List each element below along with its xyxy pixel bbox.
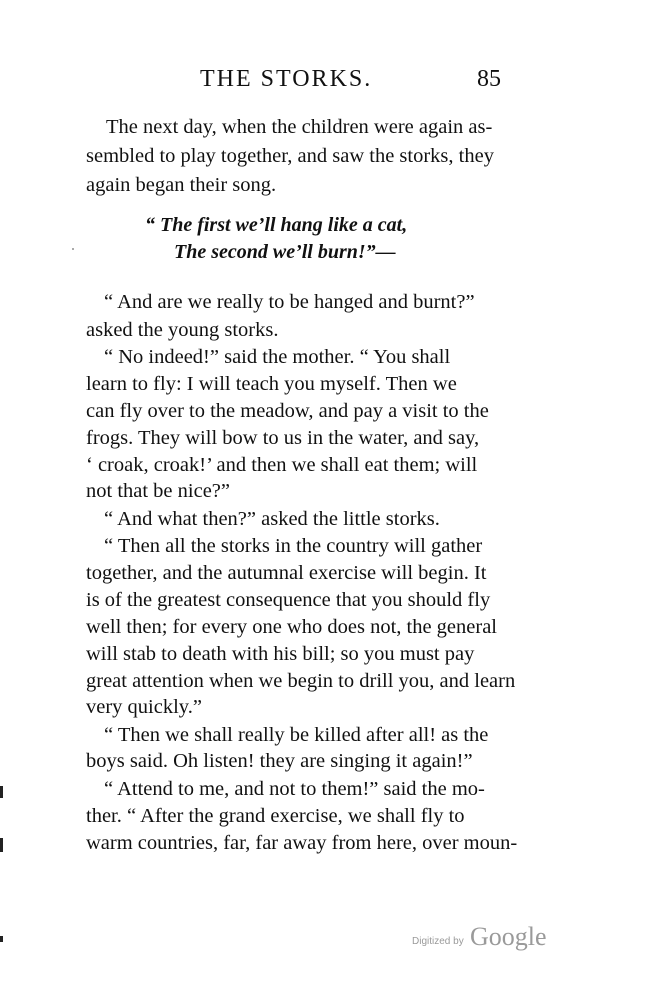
text-line: well then; for every one who does not, the general	[86, 616, 498, 638]
margin-mark	[0, 838, 3, 852]
text-line: great attention when we begin to drill you, and learn	[86, 670, 516, 692]
text-line: boys said. Oh listen! they are singing it again!”	[86, 750, 473, 772]
text-line: “ Then all the storks in the country will gather	[104, 535, 483, 557]
text-line: is of the greatest consequence that you should fly	[86, 589, 491, 611]
text-line: “ And are we really to be hanged and burnt?”	[104, 291, 475, 313]
text-line: “ Attend to me, and not to them!” said the mo-	[104, 778, 485, 800]
margin-mark	[0, 936, 3, 942]
text-line: frogs. They will bow to us in the water, and say,	[86, 427, 480, 449]
text-line: very quickly.”	[86, 696, 202, 718]
text-line: sembled to play together, and saw the storks, they	[86, 145, 494, 167]
text-line: ther. “ After the grand exercise, we shall fly to	[86, 805, 465, 827]
page-header	[0, 64, 655, 98]
digitized-by-label: Digitized by	[412, 936, 464, 947]
text-line: “ Then we shall really be killed after all! as the	[104, 724, 489, 746]
text-line: warm countries, far, far away from here, over moun-	[86, 832, 518, 854]
text-line: together, and the autumnal exercise will begin. It	[86, 562, 487, 584]
text-line: “ And what then?” asked the little storks.	[104, 508, 440, 530]
verse-line: The second we’ll burn!”—	[174, 241, 396, 263]
text-line: again began their song.	[86, 174, 277, 196]
page-number: 85	[477, 66, 501, 92]
text-line: ‘ croak, croak!’ and then we shall eat them; will	[86, 454, 478, 476]
digitized-watermark	[412, 922, 562, 958]
verse-line: “ The first we’ll hang like a cat,	[145, 214, 408, 236]
text-line: will stab to death with his bill; so you must pay	[86, 643, 475, 665]
text-line: can fly over to the meadow, and pay a visit to the	[86, 400, 489, 422]
text-line: learn to fly: I will teach you myself. Then we	[86, 373, 457, 395]
text-line: not that be nice?”	[86, 480, 231, 502]
text-line: asked the young storks.	[86, 319, 279, 341]
text-line: “ No indeed!” said the mother. “ You shall	[104, 346, 451, 368]
google-logo: Google	[470, 922, 547, 951]
running-title: THE STORKS.	[200, 66, 373, 92]
text-line: The next day, when the children were again as-	[106, 116, 493, 138]
margin-mark	[0, 786, 3, 798]
paper-speck	[72, 248, 74, 250]
